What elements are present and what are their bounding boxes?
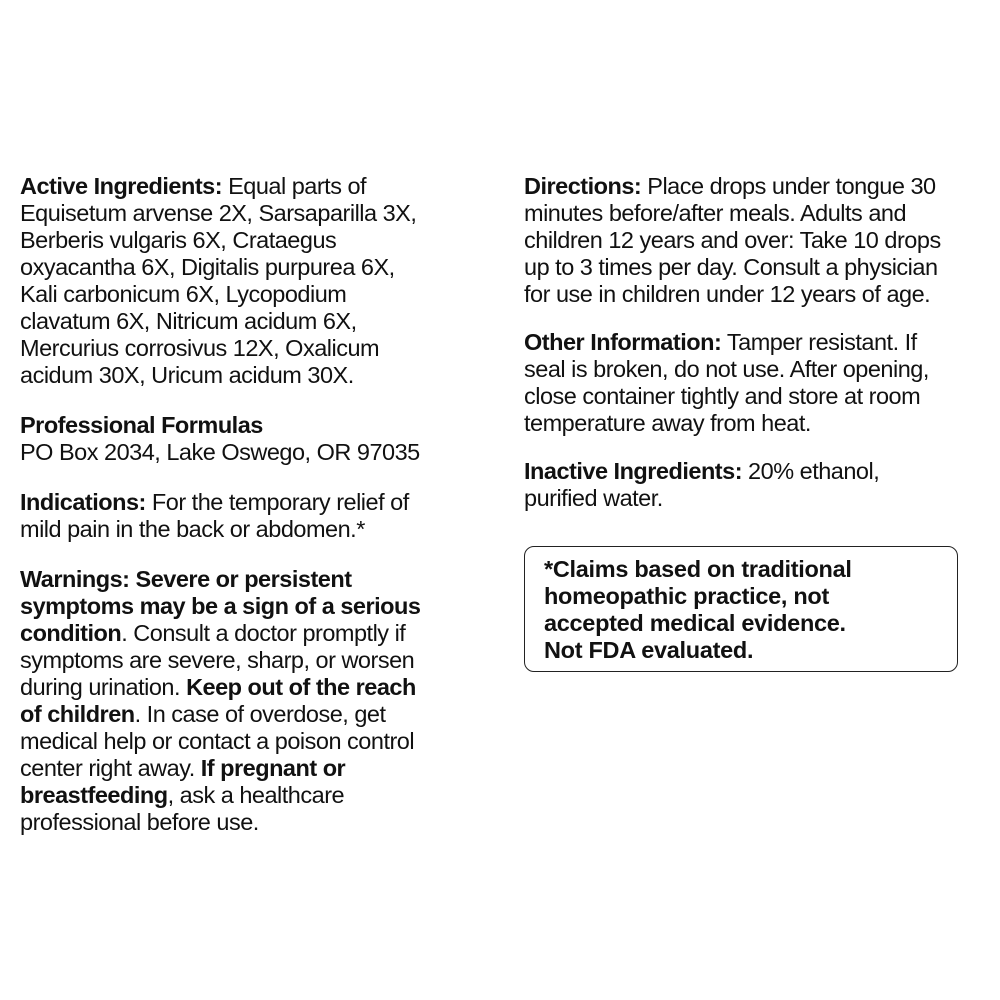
left-column xyxy=(20,173,490,836)
right-column xyxy=(524,173,994,512)
active-ingredients-line: acidum 30X, Uricum acidum 30X. xyxy=(20,362,354,388)
other-information-line-1 xyxy=(524,329,994,356)
indications-section xyxy=(20,489,490,543)
directions-heading: Directions: xyxy=(524,173,642,199)
warnings-emphasis: of children xyxy=(20,701,135,727)
warnings-line: symptoms are severe, sharp, or worsen xyxy=(20,647,415,673)
active-ingredients-line: Berberis vulgaris 6X, Crataegus xyxy=(20,227,337,253)
warnings-emphasis: breastfeeding xyxy=(20,782,168,808)
warnings-line xyxy=(20,674,490,701)
claims-disclaimer-line: homeopathic practice, not xyxy=(544,583,829,609)
indications-text: For the temporary relief of xyxy=(145,489,409,515)
directions-text: Place drops under tongue 30 xyxy=(641,173,936,199)
manufacturer-name: Professional Formulas xyxy=(20,412,263,438)
warnings-text: during urination. xyxy=(20,674,187,700)
other-information-text: Tamper resistant. If xyxy=(721,329,917,355)
directions-line: up to 3 times per day. Consult a physician xyxy=(524,254,938,280)
warnings-emphasis: Keep out of the reach xyxy=(186,674,416,700)
inactive-ingredients-text: 20% ethanol, xyxy=(742,458,880,484)
other-information-line: seal is broken, do not use. After opening, xyxy=(524,356,929,382)
claims-disclaimer-line: *Claims based on traditional xyxy=(544,556,852,582)
claims-disclaimer-box xyxy=(524,546,958,672)
inactive-ingredients-line-1 xyxy=(524,458,994,485)
active-ingredients-section xyxy=(20,173,490,389)
warnings-line-1 xyxy=(20,566,490,593)
inactive-ingredients-line: purified water. xyxy=(524,485,663,511)
claims-disclaimer-line: Not FDA evaluated. xyxy=(544,637,754,663)
warnings-line xyxy=(20,701,490,728)
warnings-text: . In case of overdose, get xyxy=(134,701,386,727)
warnings-line xyxy=(20,755,490,782)
directions-line: minutes before/after meals. Adults and xyxy=(524,200,907,226)
other-information-section xyxy=(524,329,994,437)
active-ingredients-line: Kali carbonicum 6X, Lycopodium xyxy=(20,281,347,307)
warnings-heading: Warnings: xyxy=(20,566,130,592)
warnings-section xyxy=(20,566,490,836)
inactive-ingredients-section xyxy=(524,458,994,512)
indications-line: mild pain in the back or abdomen.* xyxy=(20,516,365,542)
active-ingredients-line: Equisetum arvense 2X, Sarsaparilla 3X, xyxy=(20,200,417,226)
active-ingredients-heading: Active Ingredients: xyxy=(20,173,223,199)
directions-line: children 12 years and over: Take 10 drops xyxy=(524,227,941,253)
warnings-text: center right away. xyxy=(20,755,201,781)
active-ingredients-line: clavatum 6X, Nitricum acidum 6X, xyxy=(20,308,357,334)
warnings-line xyxy=(20,620,490,647)
manufacturer-section xyxy=(20,412,490,466)
other-information-line: temperature away from heat. xyxy=(524,410,811,436)
claims-disclaimer-line: accepted medical evidence. xyxy=(544,610,846,636)
directions-section xyxy=(524,173,994,308)
active-ingredients-text: Equal parts of xyxy=(222,173,367,199)
manufacturer-address: PO Box 2034, Lake Oswego, OR 97035 xyxy=(20,439,420,465)
warnings-text: . Consult a doctor promptly if xyxy=(121,620,406,646)
indications-line-1 xyxy=(20,489,490,516)
warnings-emphasis: If pregnant or xyxy=(200,755,346,781)
warnings-line xyxy=(20,782,490,809)
warnings-emphasis: condition xyxy=(20,620,122,646)
directions-line: for use in children under 12 years of age. xyxy=(524,281,931,307)
active-ingredients-line: oxyacantha 6X, Digitalis purpurea 6X, xyxy=(20,254,395,280)
inactive-ingredients-heading: Inactive Ingredients: xyxy=(524,458,743,484)
warnings-line: professional before use. xyxy=(20,809,259,835)
warnings-text: Severe or persistent xyxy=(129,566,352,592)
other-information-line: close container tightly and store at room xyxy=(524,383,921,409)
directions-line-1 xyxy=(524,173,994,200)
other-information-heading: Other Information: xyxy=(524,329,722,355)
active-ingredients-line-1 xyxy=(20,173,490,200)
active-ingredients-line: Mercurius corrosivus 12X, Oxalicum xyxy=(20,335,380,361)
indications-heading: Indications: xyxy=(20,489,146,515)
warnings-line: symptoms may be a sign of a serious xyxy=(20,593,421,619)
warnings-line: medical help or contact a poison control xyxy=(20,728,415,754)
warnings-text: , ask a healthcare xyxy=(167,782,345,808)
